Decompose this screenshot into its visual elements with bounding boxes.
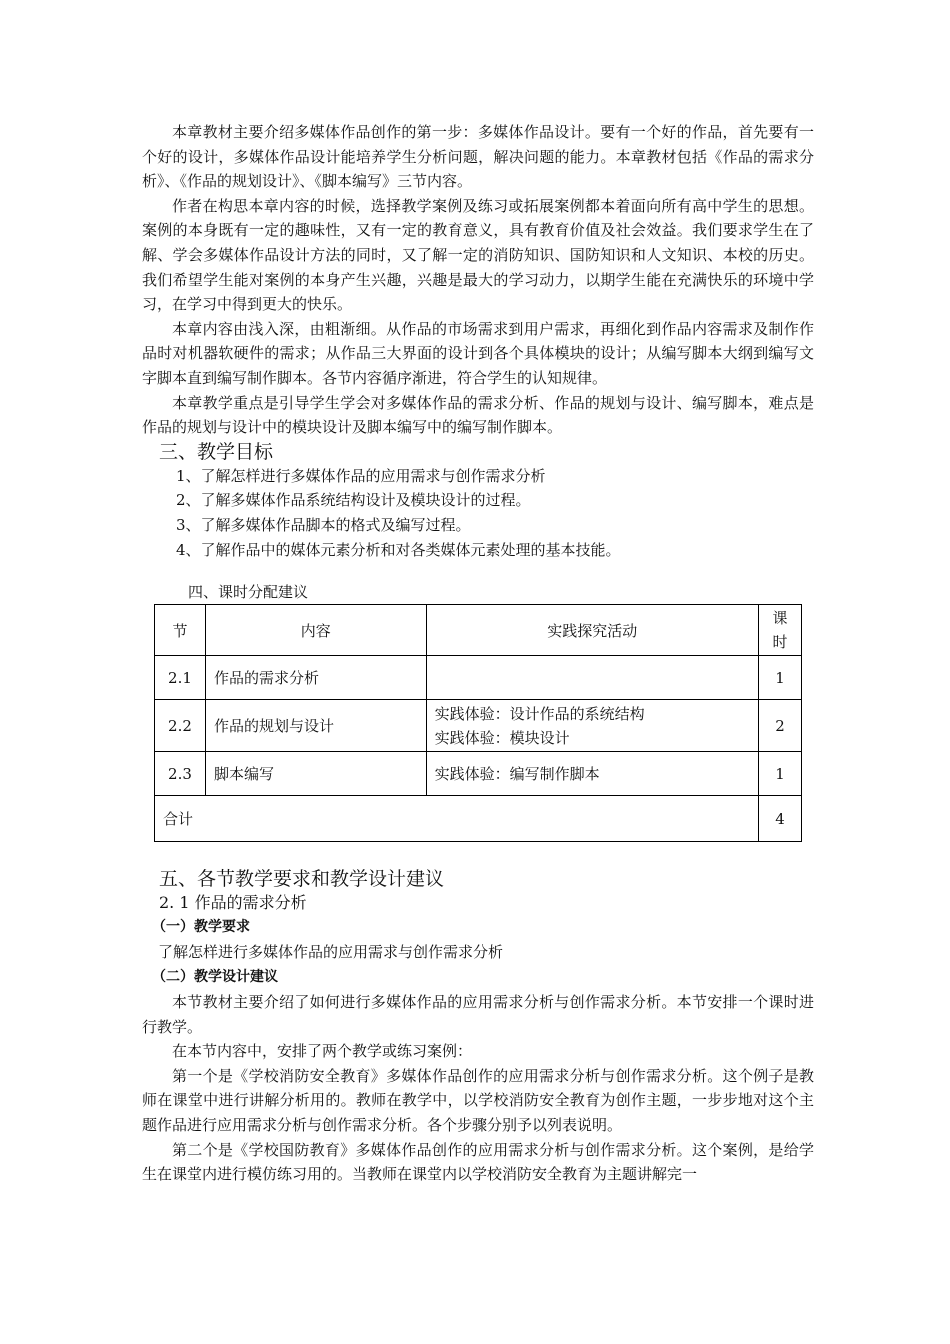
list-item: 1、了解怎样进行多媒体作品的应用需求与创作需求分析 xyxy=(176,466,546,485)
list-item: 2、了解多媒体作品系统结构设计及模块设计的过程。 xyxy=(176,491,531,510)
objectives-list xyxy=(142,464,814,562)
header-section: 节 xyxy=(155,605,206,656)
total-label: 合计 xyxy=(155,796,759,842)
requirement-text: 了解怎样进行多媒体作品的应用需求与创作需求分析 xyxy=(158,943,504,962)
intro-paragraph-4: 本章教学重点是引导学生学会对多媒体作品的需求分析、作品的规划与设计、编写脚本，难点是作品的规划与设计中的模块设计及脚本编写中的编写制作脚本。 xyxy=(142,393,814,437)
subsection-heading: 2. 1 作品的需求分析 xyxy=(159,893,307,913)
total-hours: 4 xyxy=(759,796,802,842)
table-row: 2.2 作品的规划与设计 实践体验：设计作品的系统结构 实践体验：模块设计 2 xyxy=(155,700,802,752)
table-header-row xyxy=(155,605,802,656)
schedule-table xyxy=(154,604,802,842)
table-caption: 四、课时分配建议 xyxy=(188,583,309,602)
list-item: 3、了解多媒体作品脚本的格式及编写过程。 xyxy=(176,515,471,534)
document-page xyxy=(142,120,814,1187)
header-activity: 实践探究活动 xyxy=(426,605,758,656)
table-row: 2.3 脚本编写 实践体验：编写制作脚本 1 xyxy=(155,752,802,796)
table-total-row xyxy=(155,796,802,842)
requirement-heading: （一）教学要求 xyxy=(152,919,250,936)
list-item: 4、了解作品中的媒体元素分析和对各类媒体元素处理的基本技能。 xyxy=(176,540,621,559)
design-paragraph-3: 第一个是《学校消防安全教育》多媒体作品创作的应用需求分析与创作需求分析。这个例子是教师在课堂中进行讲解分析用的。教师在教学中，以学校消防安全教育为创作主题，一步步地对这个主题作品进行应用需求分析与创作需求分析。各个步骤分别予以列表说明。 xyxy=(142,1066,814,1135)
table-row: 2.1 作品的需求分析 1 xyxy=(155,656,802,700)
section3-heading: 三、教学目标 xyxy=(159,440,274,463)
design-paragraph-2: 在本节内容中，安排了两个教学或练习案例： xyxy=(172,1042,473,1061)
section5-heading: 五、各节教学要求和教学设计建议 xyxy=(159,868,445,891)
header-hours: 课 时 xyxy=(759,605,802,656)
design-paragraph-1: 本节教材主要介绍了如何进行多媒体作品的应用需求分析与创作需求分析。本节安排一个课时进行教学。 xyxy=(142,993,814,1036)
header-content: 内容 xyxy=(205,605,426,656)
design-paragraph-4: 第二个是《学校国防教育》多媒体作品创作的应用需求分析与创作需求分析。这个案例，是给学生在课堂内进行模仿练习用的。当教师在课堂内以学校消防安全教育为主题讲解完一 xyxy=(142,1140,814,1184)
design-heading: （二）教学设计建议 xyxy=(152,969,278,986)
intro-paragraph-2: 作者在构思本章内容的时候，选择教学案例及练习或拓展案例都本着面向所有高中学生的思想。案例的本身既有一定的趣味性，又有一定的教育意义，具有教育价值及社会效益。我们要求学生在了解、学会多媒体作品设计方法的同时，又了解一定的消防知识、国防知识和人文知识、本校的历史。我们希望学生能对案例的本身产生兴趣，兴趣是最大的学习动力，以期学生能在充满快乐的环境中学习，在学习中得到更大的快乐。 xyxy=(142,196,814,314)
intro-paragraph-1: 本章教材主要介绍多媒体作品创作的第一步：多媒体作品设计。要有一个好的作品，首先要有一个好的设计，多媒体作品设计能培养学生分析问题，解决问题的能力。本章教材包括《作品的需求分析》、《作品的规划设计》、《脚本编写》三节内容。 xyxy=(142,123,814,191)
intro-paragraph-3: 本章内容由浅入深，由粗渐细。从作品的市场需求到用户需求，再细化到作品内容需求及制作作品时对机器软硬件的需求；从作品三大界面的设计到各个具体模块的设计；从编写脚本大纲到编写文字脚本直到编写制作脚本。各节内容循序渐进，符合学生的认知规律。 xyxy=(142,319,814,387)
